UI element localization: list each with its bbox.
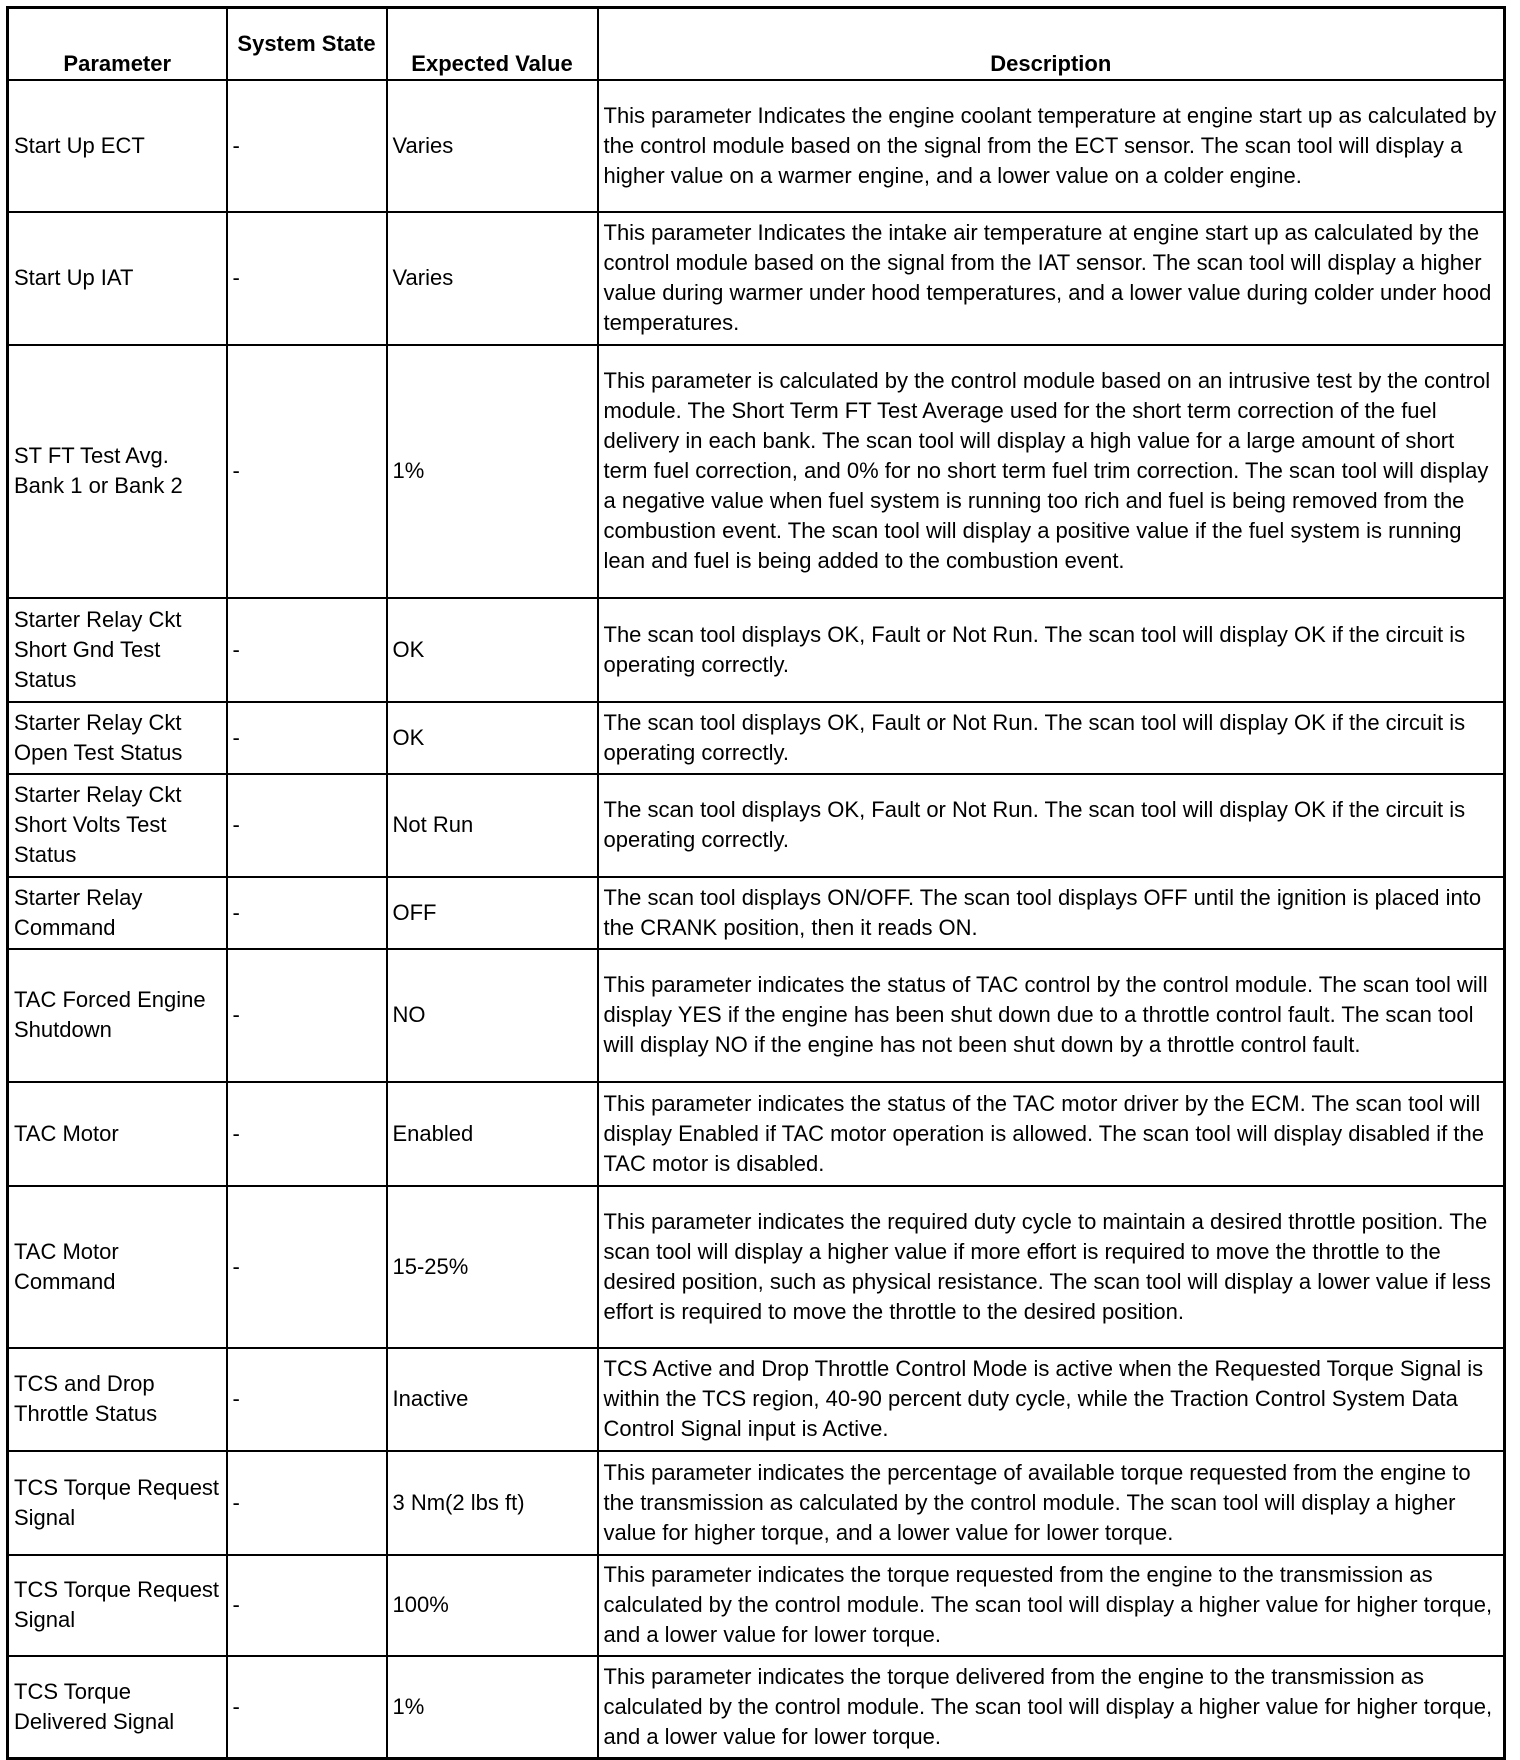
table-row [8, 877, 1505, 949]
expected-value-cell: 1% [387, 345, 598, 598]
expected-value-cell: NO [387, 949, 598, 1082]
expected-value-cell: OK [387, 598, 598, 702]
expected-value-cell: Enabled [387, 1082, 598, 1186]
table-row [8, 598, 1505, 702]
expected-value-cell: OFF [387, 877, 598, 949]
system-state-cell: - [227, 80, 387, 212]
parameter-cell: TCS Torque Request Signal [8, 1451, 227, 1555]
table-row [8, 212, 1505, 345]
table-row [8, 1348, 1505, 1451]
parameter-cell: Starter Relay Ckt Short Volts Test Status [8, 774, 227, 877]
expected-value-cell: Inactive [387, 1348, 598, 1451]
description-cell: This parameter indicates the status of the TAC motor driver by the ECM. The scan tool will display Enabled if TAC motor operation is allowed. The scan tool will display disabled if the TAC motor is disabled. [598, 1082, 1505, 1186]
parameter-cell: TCS Torque Request Signal [8, 1555, 227, 1656]
parameter-cell: TCS Torque Delivered Signal [8, 1656, 227, 1759]
description-cell: The scan tool displays OK, Fault or Not Run. The scan tool will display OK if the circuit is operating correctly. [598, 702, 1505, 774]
header-description: Description [598, 8, 1505, 80]
expected-value-cell: 1% [387, 1656, 598, 1759]
table-row [8, 345, 1505, 598]
table-row [8, 80, 1505, 212]
system-state-cell: - [227, 1555, 387, 1656]
description-cell: This parameter indicates the torque delivered from the engine to the transmission as calculated by the control module. The scan tool will display a higher value for higher torque, and a lower value for lower torque. [598, 1656, 1505, 1759]
description-cell: This parameter indicates the percentage of available torque requested from the engine to the transmission as calculated by the control module. The scan tool will display a higher value for higher torque, and a lower value for lower torque. [598, 1451, 1505, 1555]
parameter-cell: Starter Relay Ckt Short Gnd Test Status [8, 598, 227, 702]
parameter-cell: ST FT Test Avg. Bank 1 or Bank 2 [8, 345, 227, 598]
description-cell: This parameter indicates the required duty cycle to maintain a desired throttle position. The scan tool will display a higher value if more effort is required to move the throttle to the desired position, such as physical resistance. The scan tool will display a lower value if less effort is required to move the throttle to the desired position. [598, 1186, 1505, 1348]
system-state-cell: - [227, 949, 387, 1082]
system-state-cell: - [227, 774, 387, 877]
parameter-cell: Starter Relay Command [8, 877, 227, 949]
description-cell: This parameter is calculated by the control module based on an intrusive test by the control module. The Short Term FT Test Average used for the short term correction of the fuel delivery in each bank. The scan tool will display a high value for a large amount of short term fuel correction, and 0% for no short term fuel trim correction. The scan tool will display a negative value when fuel system is running too rich and fuel is being removed from the combustion event. The scan tool will display a positive value if the fuel system is running lean and fuel is being added to the combustion event. [598, 345, 1505, 598]
header-row [8, 8, 1505, 80]
header-system-state: System State [227, 8, 387, 80]
description-cell: The scan tool displays OK, Fault or Not Run. The scan tool will display OK if the circuit is operating correctly. [598, 598, 1505, 702]
expected-value-cell: 3 Nm(2 lbs ft) [387, 1451, 598, 1555]
system-state-cell: - [227, 1656, 387, 1759]
system-state-cell: - [227, 1348, 387, 1451]
system-state-cell: - [227, 702, 387, 774]
expected-value-cell: OK [387, 702, 598, 774]
header-expected-value: Expected Value [387, 8, 598, 80]
parameter-cell: Start Up IAT [8, 212, 227, 345]
parameter-cell: TAC Forced Engine Shutdown [8, 949, 227, 1082]
table-row [8, 949, 1505, 1082]
parameter-cell: Starter Relay Ckt Open Test Status [8, 702, 227, 774]
table-row [8, 702, 1505, 774]
description-cell: TCS Active and Drop Throttle Control Mode is active when the Requested Torque Signal is within the TCS region, 40-90 percent duty cycle, while the Traction Control System Data Control Signal input is Active. [598, 1348, 1505, 1451]
system-state-cell: - [227, 1451, 387, 1555]
system-state-cell: - [227, 212, 387, 345]
parameter-table [6, 6, 1506, 1760]
expected-value-cell: Varies [387, 80, 598, 212]
expected-value-cell: 15-25% [387, 1186, 598, 1348]
table-row [8, 1656, 1505, 1759]
expected-value-cell: Not Run [387, 774, 598, 877]
description-cell: This parameter indicates the status of TAC control by the control module. The scan tool will display YES if the engine has been shut down due to a throttle control fault. The scan tool will display NO if the engine has not been shut down by a throttle control fault. [598, 949, 1505, 1082]
parameter-cell: TCS and Drop Throttle Status [8, 1348, 227, 1451]
description-cell: The scan tool displays OK, Fault or Not Run. The scan tool will display OK if the circuit is operating correctly. [598, 774, 1505, 877]
system-state-cell: - [227, 598, 387, 702]
description-cell: This parameter Indicates the engine coolant temperature at engine start up as calculated by the control module based on the signal from the ECT sensor. The scan tool will display a higher value on a warmer engine, and a lower value on a colder engine. [598, 80, 1505, 212]
expected-value-cell: Varies [387, 212, 598, 345]
table-row [8, 774, 1505, 877]
parameter-cell: Start Up ECT [8, 80, 227, 212]
system-state-cell: - [227, 1082, 387, 1186]
system-state-cell: - [227, 345, 387, 598]
system-state-cell: - [227, 877, 387, 949]
description-cell: The scan tool displays ON/OFF. The scan tool displays OFF until the ignition is placed into the CRANK position, then it reads ON. [598, 877, 1505, 949]
expected-value-cell: 100% [387, 1555, 598, 1656]
description-cell: This parameter Indicates the intake air temperature at engine start up as calculated by the control module based on the signal from the IAT sensor. The scan tool will display a higher value during warmer under hood temperatures, and a lower value during colder under hood temperatures. [598, 212, 1505, 345]
table-row [8, 1555, 1505, 1656]
header-parameter: Parameter [8, 8, 227, 80]
system-state-cell: - [227, 1186, 387, 1348]
table-row [8, 1451, 1505, 1555]
parameter-cell: TAC Motor [8, 1082, 227, 1186]
parameter-cell: TAC Motor Command [8, 1186, 227, 1348]
table-row [8, 1082, 1505, 1186]
description-cell: This parameter indicates the torque requested from the engine to the transmission as calculated by the control module. The scan tool will display a higher value for higher torque, and a lower value for lower torque. [598, 1555, 1505, 1656]
table-row [8, 1186, 1505, 1348]
